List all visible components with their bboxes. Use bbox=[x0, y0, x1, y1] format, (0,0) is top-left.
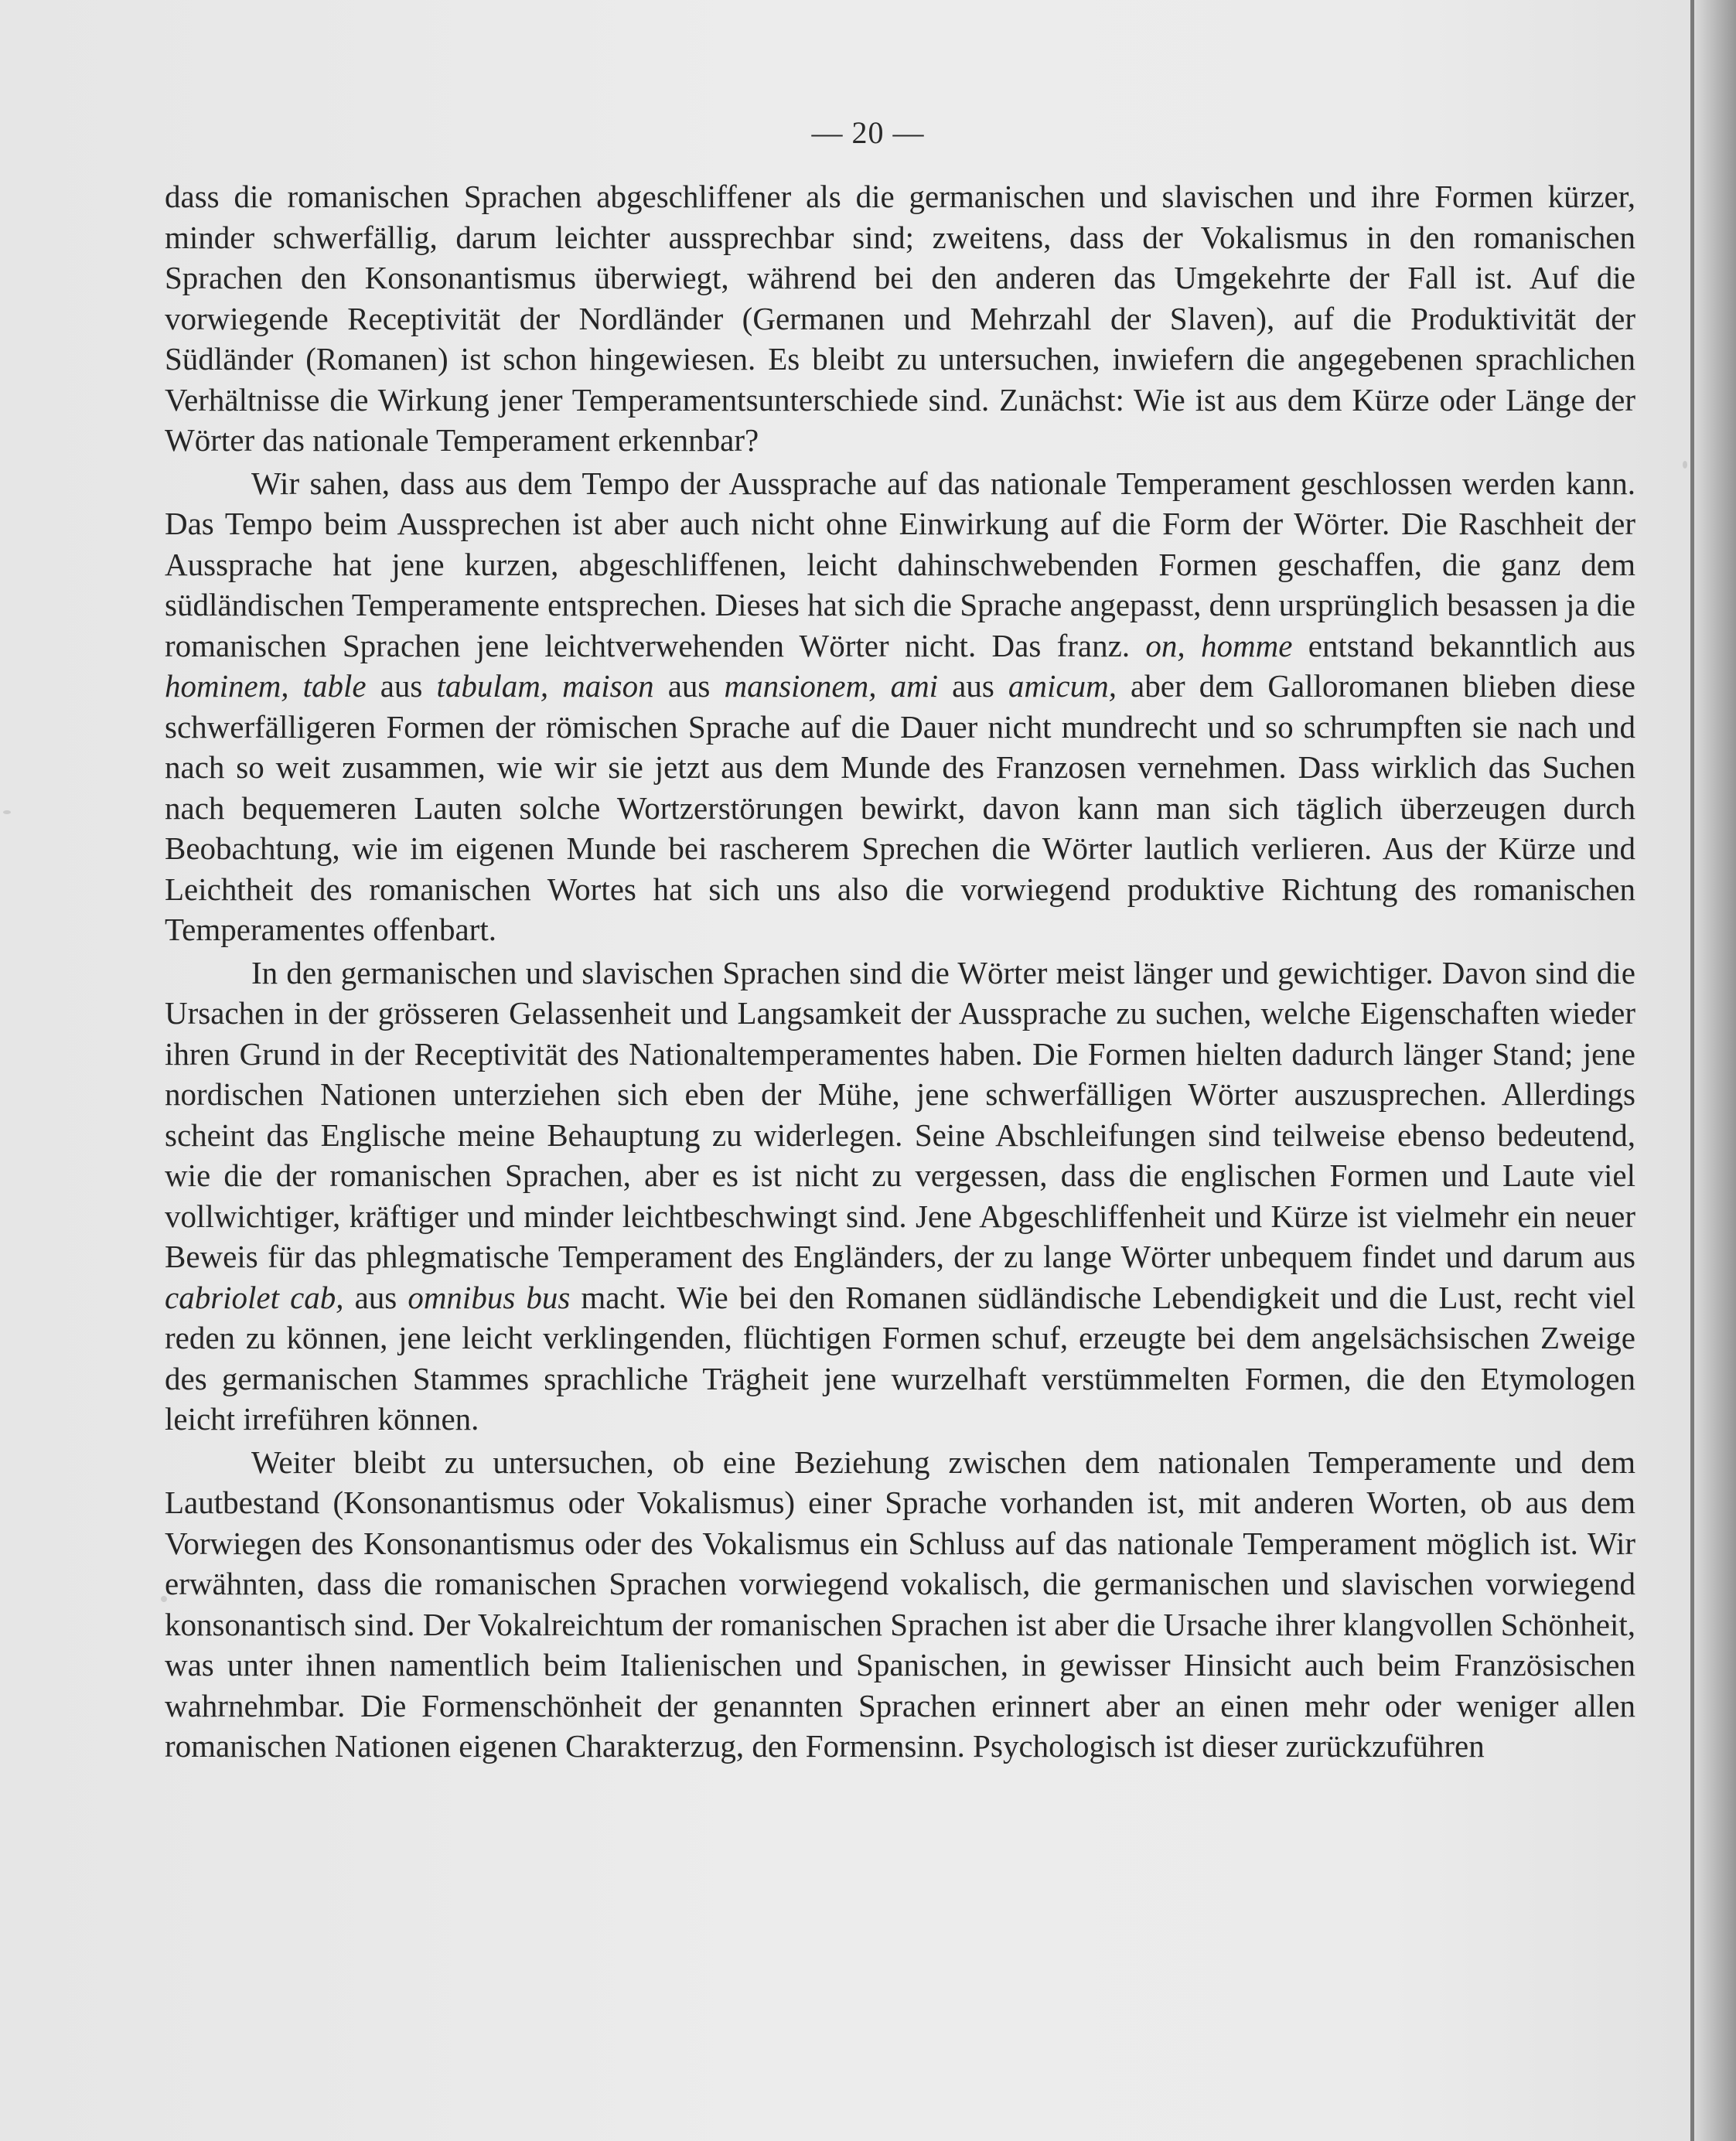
text-run: aus bbox=[366, 668, 437, 704]
paragraph-3 bbox=[165, 953, 1635, 1440]
text-run: entstand bekanntlich aus bbox=[1292, 627, 1635, 663]
margin-mark bbox=[1683, 461, 1687, 469]
text-run: dass die romanischen Sprachen abgeschliffener als die germanischen und slavischen und ihre Formen kürzer, minder schwerfällig, darum leichter aussprechbar sind; zweitens, dass der Vokalismus in den romanischen Sprachen den Konsonantismus überwiegt, während bei den anderen das Umgekehrte der Fall ist. Auf die vorwiegende Receptivität der Nordländer (Germanen und Mehrzahl der Slaven), auf die Produktivität der Südländer (Romanen) ist schon hingewiesen. Es bleibt zu untersuchen, inwiefern die angegebenen sprachlichen Verhältnisse die Wirkung jener Temperamentsunterschiede sind. Zunächst: Wie ist aus dem Kürze oder Länge der Wörter das nationale Temperament erkennbar? bbox=[165, 179, 1635, 458]
italic-word-example: tabulam, maison bbox=[436, 668, 654, 704]
text-run: In den germanischen und slavischen Sprachen sind die Wörter meist länger und gewichtiger. Davon sind die Ursachen in der grösseren Gelassenheit und Langsamkeit der Aussprache zu suchen, welche Eigenschaften wieder ihren Grund in der Receptivität des Nationaltemperamentes haben. Die Formen hielten dadurch länger Stand; jene nordischen Nationen unterziehen sich eben der Mühe, jene schwerfälligen Wörter auszusprechen. Allerdings scheint das Englische meine Behauptung zu widerlegen. Seine Abschleifungen sind teilweise ebenso bedeutend, wie die der romanischen Sprachen, aber es ist nicht zu vergessen, dass die englischen Formen und Laute viel vollwichtiger, kräftiger und minder leichtbeschwingt sind. Jene Abgeschliffenheit und Kürze ist vielmehr ein neuer Beweis für das phlegmatische Temperament des Engländers, der zu lange Wörter unbequem findet und darum aus bbox=[165, 954, 1635, 1274]
binding-edge bbox=[1690, 0, 1694, 2141]
paragraph-4 bbox=[165, 1442, 1635, 1767]
italic-word-example: mansionem, ami bbox=[724, 668, 939, 704]
italic-word-example: omnibus bus bbox=[408, 1279, 571, 1315]
page-number: — 20 — bbox=[811, 115, 925, 150]
text-run: Weiter bleibt zu untersuchen, ob eine Beziehung zwischen dem nationalen Temperamente und dem Lautbestand (Konsonantismus oder Vokalismus) einer Sprache vorhanden ist, mit anderen Worten, ob aus dem Vorwiegen des Konsonantismus oder des Vokalismus ein Schluss auf das nationale Temperament möglich ist. Wir erwähnten, dass die romanischen Sprachen vorwiegend vokalisch, die germanischen und slavischen vorwiegend konsonantisch sind. Der Vokalreichtum der romanischen Sprachen ist aber die Ursache ihrer klangvollen Schönheit, was unter ihnen namentlich beim Italienischen und Spanischen, in gewisser Hinsicht auch beim Französischen wahrnehmbar. Die Formenschönheit der genannten Sprachen erinnert aber an einen mehr oder weniger allen romanischen Nationen eigenen Charakterzug, den Formensinn. Psychologisch ist dieser zurückzuführen bbox=[165, 1444, 1635, 1764]
text-run: aus bbox=[653, 668, 725, 704]
text-run: aus bbox=[343, 1279, 408, 1315]
binding-shadow bbox=[1690, 0, 1736, 2141]
italic-word-example: cabriolet cab, bbox=[165, 1279, 344, 1315]
body-text bbox=[165, 176, 1635, 1767]
text-run: macht. Wie bei den Romanen südländische Lebendigkeit und die Lust, recht viel reden zu können, jene leicht verklingenden, flüchtigen Formen schuf, erzeugte bei dem angelsächsischen Zweige des germanischen Stammes sprachliche Trägheit jene wurzelhaft verstümmelten Formen, die den Etymologen leicht irreführen können. bbox=[165, 1279, 1635, 1437]
paragraph-1 bbox=[165, 176, 1635, 461]
text-run: aus bbox=[938, 668, 1008, 704]
italic-word-example: on, homme bbox=[1145, 627, 1293, 663]
italic-word-example: amicum, bbox=[1008, 668, 1117, 704]
text-run: Wir sahen, dass aus dem Tempo der Aussprache auf das nationale Temperament geschlossen werden kann. Das Tempo beim Aussprechen ist aber auch nicht ohne Einwirkung auf die Form der Wörter. Die Raschheit der Aussprache hat jene kurzen, abgeschliffenen, leicht dahinschwebenden Formen geschaffen, die ganz dem südländischen Temperamente entsprechen. Dieses hat sich die Sprache angepasst, denn ursprünglich besassen ja die romanischen Sprachen jene leichtverwehenden Wörter nicht. Das franz. bbox=[165, 465, 1635, 663]
margin-mark bbox=[3, 810, 11, 814]
italic-word-example: hominem, table bbox=[165, 668, 367, 704]
paragraph-2 bbox=[165, 463, 1635, 950]
text-run: aber dem Galloromanen blieben diese schwerfälligeren Formen der römischen Sprache auf die Dauer nicht mundrecht und so schrumpften sie nach und nach so weit zusammen, wie wir sie jetzt aus dem Munde des Franzosen vernehmen. Dass wirklich das Suchen nach bequemeren Lauten solche Wortzerstörungen bewirkt, davon kann man sich täglich überzeugen durch Beobachtung, wie im eigenen Munde bei rascherem Sprechen die Wörter lautlich verlieren. Aus der Kürze und Leichtheit des romanischen Wortes hat sich uns also die vorwiegend produktive Richtung des romanischen Temperamentes offenbart. bbox=[165, 668, 1635, 947]
